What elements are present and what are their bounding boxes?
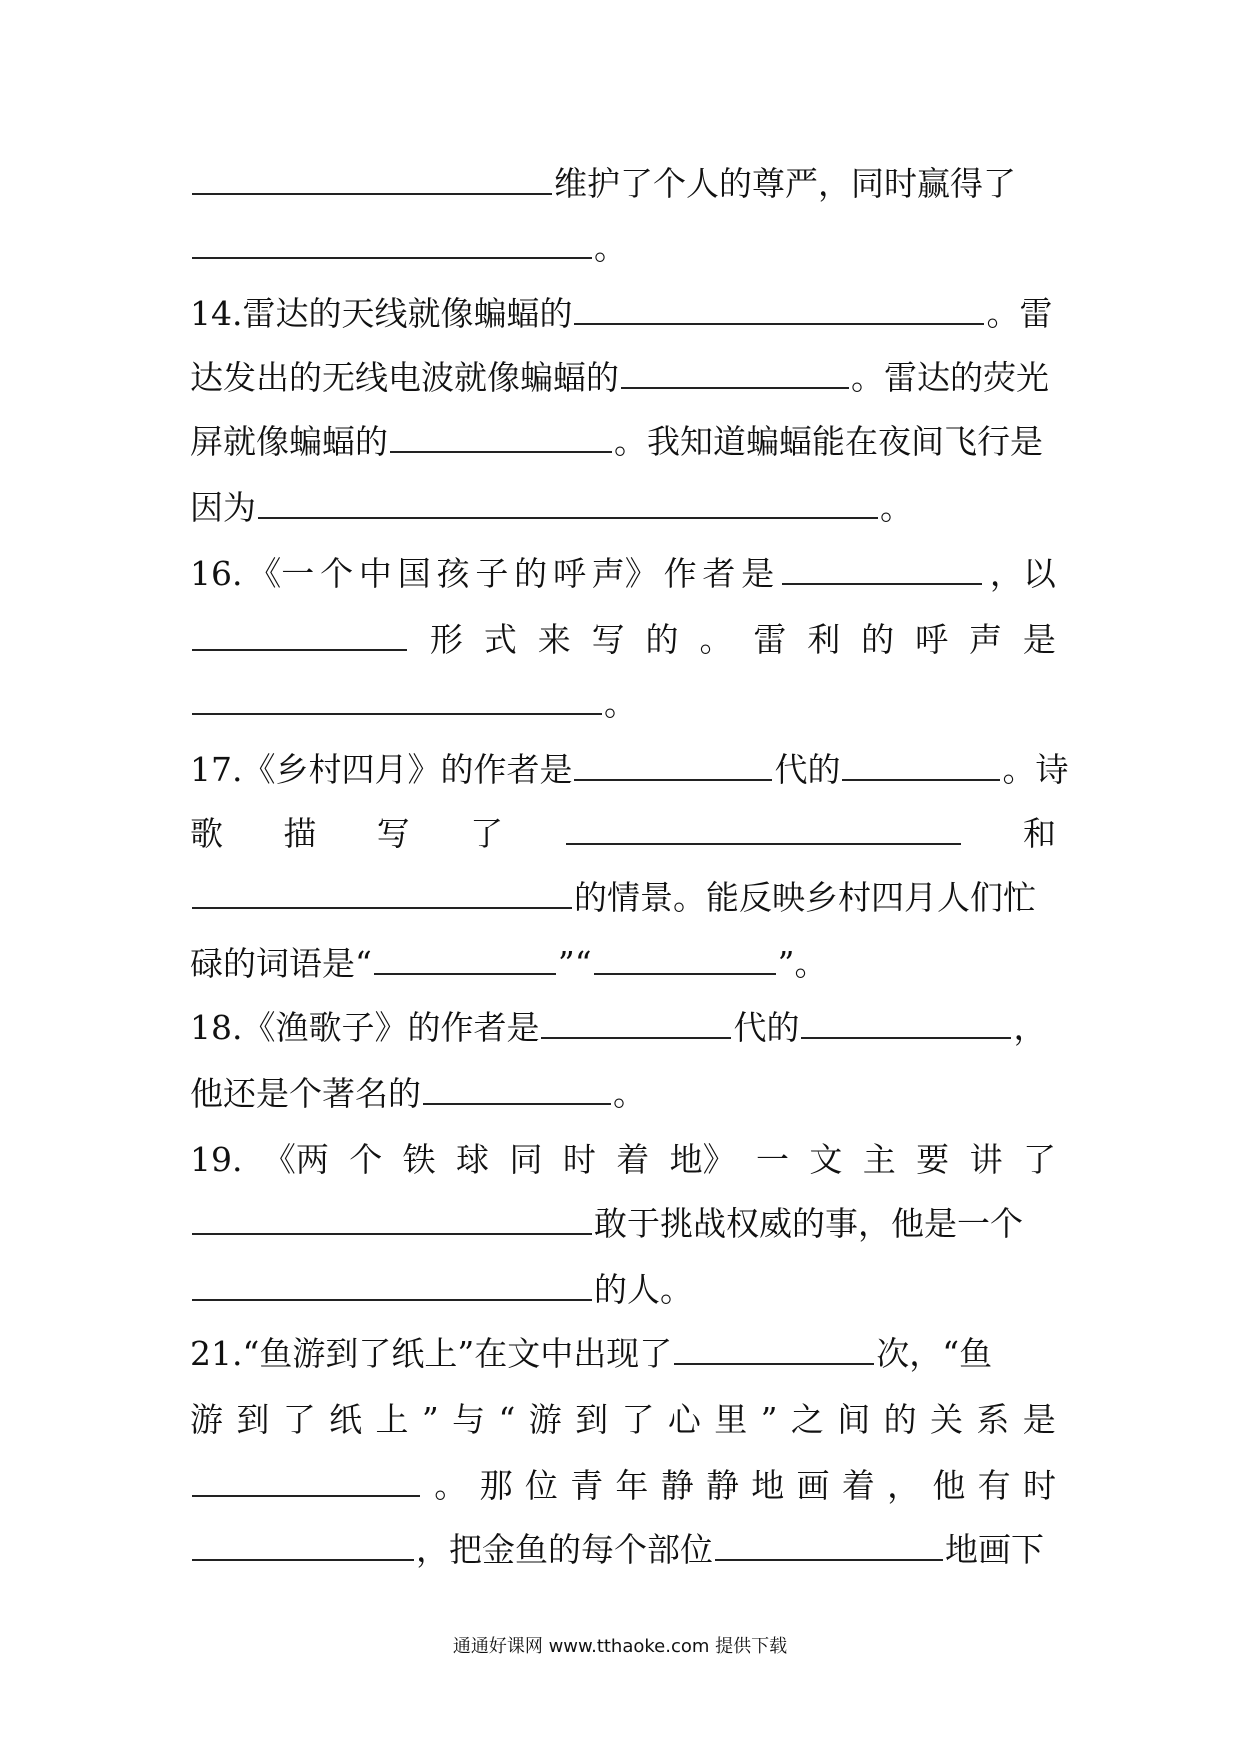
q13-text: 维护了个人的尊严，同时赢得了 bbox=[554, 164, 1016, 203]
question-char: 他 bbox=[932, 1466, 966, 1505]
question-char: 国 bbox=[397, 554, 431, 593]
question-char: 时 bbox=[562, 1140, 596, 1179]
punctuation: 。 bbox=[594, 228, 627, 267]
question-text: 次，“鱼 bbox=[876, 1334, 993, 1373]
answer-blank[interactable] bbox=[801, 1005, 1011, 1039]
question-text: 他还是个著名的 bbox=[190, 1074, 421, 1113]
question-char: 个 bbox=[320, 554, 354, 593]
question-char: 形 bbox=[429, 620, 463, 659]
answer-blank[interactable] bbox=[192, 1463, 420, 1497]
answer-blank[interactable] bbox=[715, 1527, 943, 1561]
question-char: 来 bbox=[537, 620, 571, 659]
question-text: 。雷 bbox=[986, 294, 1053, 333]
q14-line3 bbox=[190, 416, 1056, 468]
q17-line1 bbox=[190, 744, 1069, 796]
question-char: 上 bbox=[375, 1400, 409, 1439]
question-char: 文 bbox=[809, 1140, 843, 1179]
question-text: 因为 bbox=[190, 488, 256, 527]
page-footer: 通通好课网 www.tthaoke.com 提供下载 bbox=[452, 1636, 788, 1657]
question-text: 屏就像蝙蝠的 bbox=[190, 422, 388, 461]
q19-line2 bbox=[190, 1198, 1056, 1250]
question-char: 纸 bbox=[329, 1400, 363, 1439]
answer-blank[interactable] bbox=[192, 1527, 414, 1561]
question-char: 声 bbox=[968, 620, 1002, 659]
question-char: 的 bbox=[514, 554, 548, 593]
question-char: 了 bbox=[282, 1400, 316, 1439]
answer-blank[interactable] bbox=[192, 1267, 592, 1301]
question-char: ， bbox=[887, 1466, 921, 1505]
answer-blank[interactable] bbox=[541, 1005, 731, 1039]
q16-line2 bbox=[190, 614, 1056, 666]
question-char: 了 bbox=[621, 1400, 655, 1439]
question-char: 球 bbox=[456, 1140, 490, 1179]
question-char: 年 bbox=[615, 1466, 649, 1505]
q14-line4 bbox=[190, 482, 1056, 534]
question-char: 时 bbox=[1022, 1466, 1056, 1505]
question-text: 18.《渔歌子》的作者是 bbox=[190, 1008, 540, 1047]
answer-blank[interactable] bbox=[842, 747, 1000, 781]
question-text: 雷达的天线就像蝙蝠的 bbox=[242, 294, 573, 333]
q17-line2 bbox=[190, 808, 1056, 860]
question-number: 14. bbox=[190, 294, 243, 333]
question-char: 讲 bbox=[969, 1140, 1003, 1179]
question-char: 式 bbox=[483, 620, 517, 659]
question-char: 着 bbox=[841, 1466, 875, 1505]
answer-blank[interactable] bbox=[192, 617, 407, 651]
question-text: ，以 bbox=[989, 554, 1056, 593]
q14-line2 bbox=[190, 352, 1056, 404]
question-text: 地画下 bbox=[945, 1530, 1044, 1569]
question-text: 的人。 bbox=[594, 1270, 693, 1309]
question-char: 地 bbox=[751, 1466, 785, 1505]
q21-line4 bbox=[190, 1524, 1056, 1576]
question-char: 游 bbox=[190, 1400, 223, 1439]
question-char: 《两 bbox=[262, 1140, 329, 1179]
q16-line1 bbox=[190, 548, 1056, 600]
question-char: 系 bbox=[976, 1400, 1010, 1439]
question-text: 敢于挑战权威的事，他是一个 bbox=[594, 1204, 1023, 1243]
question-char: 一 bbox=[756, 1140, 789, 1179]
question-char: ” bbox=[760, 1400, 778, 1439]
q17-line3 bbox=[190, 872, 1056, 924]
question-text: 21.“鱼游到了纸上”在文中出现了 bbox=[190, 1334, 673, 1373]
answer-blank[interactable] bbox=[258, 485, 878, 519]
answer-blank[interactable] bbox=[621, 355, 849, 389]
question-char: 子 bbox=[475, 554, 509, 593]
question-char: 同 bbox=[509, 1140, 543, 1179]
answer-blank[interactable] bbox=[192, 161, 552, 195]
question-char: 之 bbox=[790, 1400, 824, 1439]
question-text: 。雷达的荧光 bbox=[851, 358, 1049, 397]
question-char: 到 bbox=[236, 1400, 270, 1439]
question-char: 要 bbox=[916, 1140, 950, 1179]
answer-blank[interactable] bbox=[192, 875, 572, 909]
punctuation: 。 bbox=[880, 488, 913, 527]
question-char: 那 bbox=[479, 1466, 513, 1505]
question-char: 位 bbox=[524, 1466, 558, 1505]
question-char: 静 bbox=[705, 1466, 739, 1505]
q16-line3 bbox=[190, 678, 1056, 730]
question-text: 碌的词语是“ bbox=[190, 944, 372, 983]
question-char: 到 bbox=[575, 1400, 609, 1439]
question-char: 和 bbox=[1022, 814, 1056, 853]
punctuation: 。 bbox=[604, 684, 637, 723]
question-text: 达发出的无线电波就像蝙蝠的 bbox=[190, 358, 619, 397]
question-char: 的 bbox=[883, 1400, 917, 1439]
q21-line3 bbox=[190, 1460, 1056, 1512]
question-char: 关 bbox=[930, 1400, 963, 1439]
question-text: 。我知道蝙蝠能在夜间飞行是 bbox=[614, 422, 1043, 461]
question-number: 19. bbox=[190, 1140, 243, 1179]
answer-blank[interactable] bbox=[574, 291, 984, 325]
question-char: ” bbox=[421, 1400, 439, 1439]
q13-line1 bbox=[190, 158, 1056, 210]
question-char: 静 bbox=[660, 1466, 694, 1505]
question-char: 里 bbox=[714, 1400, 748, 1439]
question-char: 个 bbox=[349, 1140, 383, 1179]
answer-blank[interactable] bbox=[782, 551, 982, 585]
q21-line2 bbox=[190, 1394, 1056, 1446]
answer-blank[interactable] bbox=[574, 747, 772, 781]
question-text: 代的 bbox=[733, 1008, 800, 1047]
question-text: 的情景。能反映乡村四月人们忙 bbox=[574, 878, 1036, 917]
q13-line2 bbox=[190, 222, 1056, 274]
question-char: 孩 bbox=[436, 554, 470, 593]
question-text: 代的 bbox=[774, 750, 841, 789]
question-char: 利 bbox=[807, 620, 841, 659]
question-char: 描 bbox=[283, 814, 317, 853]
question-char: 地》 bbox=[669, 1140, 736, 1179]
answer-blank[interactable] bbox=[192, 1201, 592, 1235]
question-char: 《一 bbox=[248, 554, 315, 593]
answer-blank[interactable] bbox=[390, 419, 612, 453]
question-char: 者 bbox=[702, 554, 736, 593]
question-char: 游 bbox=[528, 1400, 562, 1439]
question-char: 作 bbox=[663, 554, 697, 593]
question-char: 声》 bbox=[591, 554, 658, 593]
question-char: 。 bbox=[434, 1466, 468, 1505]
answer-blank[interactable] bbox=[192, 681, 602, 715]
q18-line2 bbox=[190, 1068, 1056, 1120]
q17-line4 bbox=[190, 938, 1056, 990]
question-char: 是 bbox=[741, 554, 775, 593]
question-char: 写 bbox=[376, 814, 410, 853]
answer-blank[interactable] bbox=[192, 225, 592, 259]
punctuation: ， bbox=[1013, 1008, 1047, 1047]
answer-blank[interactable] bbox=[423, 1071, 611, 1105]
question-char: 中 bbox=[358, 554, 392, 593]
question-char: 的 bbox=[645, 620, 679, 659]
answer-blank[interactable] bbox=[566, 811, 961, 845]
question-char: 与 bbox=[452, 1400, 486, 1439]
punctuation: ”。 bbox=[777, 944, 828, 983]
question-text: 17.《乡村四月》的作者是 bbox=[190, 750, 573, 789]
question-char: 了 bbox=[470, 814, 504, 853]
answer-blank[interactable] bbox=[594, 941, 776, 975]
question-number: 16. bbox=[190, 554, 243, 593]
q19-line3 bbox=[190, 1264, 1056, 1316]
punctuation: 。 bbox=[613, 1074, 646, 1113]
answer-blank[interactable] bbox=[674, 1331, 874, 1365]
question-char: 有 bbox=[977, 1466, 1011, 1505]
q19-line1 bbox=[190, 1134, 1056, 1186]
question-char: 雷 bbox=[753, 620, 787, 659]
question-char: 主 bbox=[862, 1140, 896, 1179]
question-char: 画 bbox=[796, 1466, 830, 1505]
question-char: 着 bbox=[616, 1140, 650, 1179]
question-char: 了 bbox=[1022, 1140, 1056, 1179]
answer-blank[interactable] bbox=[374, 941, 556, 975]
q14-line1 bbox=[190, 288, 1056, 340]
question-char: 歌 bbox=[190, 814, 223, 853]
question-char: 是 bbox=[1022, 1400, 1056, 1439]
question-char: 呼 bbox=[552, 554, 586, 593]
question-char: 呼 bbox=[915, 620, 949, 659]
question-char: 心 bbox=[667, 1400, 701, 1439]
question-char: 青 bbox=[570, 1466, 604, 1505]
question-char: 写 bbox=[591, 620, 625, 659]
question-char: “ bbox=[498, 1400, 516, 1439]
question-text: 。诗 bbox=[1002, 750, 1069, 789]
question-char: 。 bbox=[699, 620, 733, 659]
question-char: 间 bbox=[837, 1400, 871, 1439]
question-text: ，把金鱼的每个部位 bbox=[416, 1530, 713, 1569]
question-char: 铁 bbox=[402, 1140, 436, 1179]
question-char: 的 bbox=[861, 620, 895, 659]
question-char: 是 bbox=[1022, 620, 1056, 659]
q21-line1 bbox=[190, 1328, 1056, 1380]
q18-line1 bbox=[190, 1002, 1056, 1054]
question-text: ”“ bbox=[557, 944, 592, 983]
